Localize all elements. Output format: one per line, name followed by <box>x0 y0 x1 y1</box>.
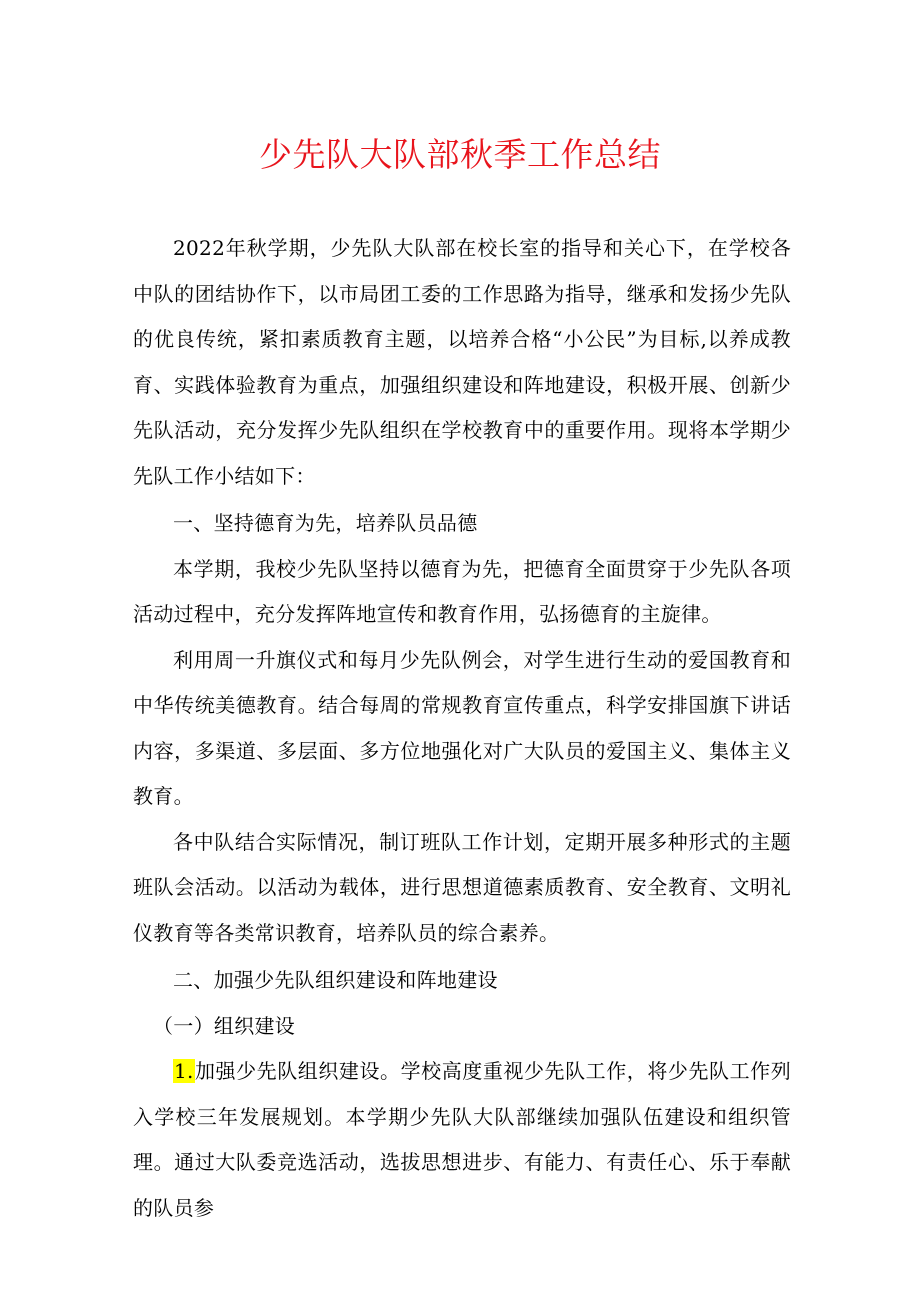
paragraph-3: 各中队结合实际情况，制订班队工作计划，定期开展多种形式的主题班队会活动。以活动为载体，进行思想道德素质教育、安全教育、文明礼仪教育等各类常识教育，培养队员的综合素养。 <box>133 829 791 945</box>
document-title: 少先队大队部秋季工作总结 <box>259 135 661 174</box>
section-heading-2: 二、加强少先队组织建设和阵地建设 <box>173 968 498 992</box>
list-item-1 <box>133 1049 791 1231</box>
list-item-1-text: 加强少先队组织建设。学校高度重视少先队工作，将少先队工作列入学校三年发展规划。本学期少先队大队部继续加强队伍建设和组织管理。通过大队委竞选活动，选拔思想进步、有能力、有责任心、乐于奉献的队员参 <box>133 1059 791 1220</box>
intro-paragraph: 2022年秋学期，少先队大队部在校长室的指导和关心下，在学校各中队的团结协作下，以市局团工委的工作思路为指导，继承和发扬少先队的优良传统，紧扣素质教育主题，以培养合格“小公民”为目标,以养成教育、实践体验教育为重点，加强组织建设和阵地建设，积极开展、创新少先队活动，充分发挥少先队组织在学校教育中的重要作用。现将本学期少先队工作小结如下： <box>133 236 791 488</box>
section-heading-1: 一、坚持德育为先，培养队员品德 <box>173 511 478 535</box>
highlighted-item-number: 1. <box>174 1059 194 1083</box>
subsection-heading-1: （一）组织建设 <box>153 1013 296 1038</box>
paragraph-2: 利用周一升旗仪式和每月少先队例会，对学生进行生动的爱国教育和中华传统美德教育。结合每周的常规教育宣传重点，科学安排国旗下讲话内容，多渠道、多层面、多方位地强化对广大队员的爱国主义、集体主义教育。 <box>133 647 791 808</box>
document-body <box>133 226 791 1231</box>
paragraph-1: 本学期，我校少先队坚持以德育为先，把德育全面贯穿于少先队各项活动过程中，充分发挥阵地宣传和教育作用，弘扬德育的主旋律。 <box>133 556 791 626</box>
